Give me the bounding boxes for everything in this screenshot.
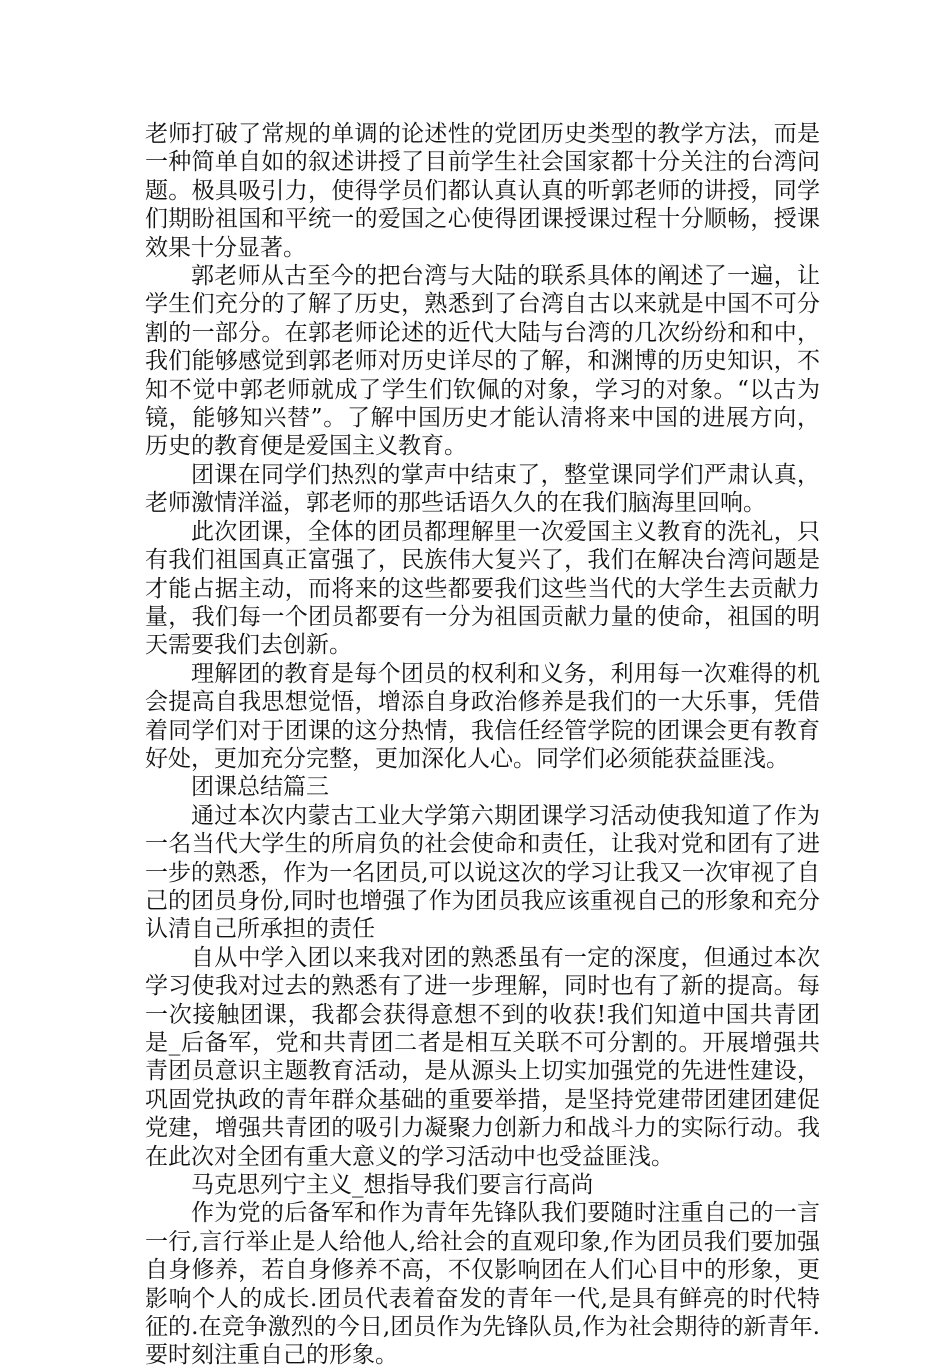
paragraph-self-cultivation: 作为党的后备军和作为青年先锋队我们要随时注重自己的一言一行,言行举止是人给他人,给社会的直观印象,作为团员我们要加强自身修养，若自身修养不高，不仅影响团在人们心目中的形象，更影响个人的成长.团员代表着奋发的青年一代,是具有鲜亮的时代特征的.在竞争激烈的今日,团员作为先锋队员,作为社会期待的新青年.要时刻注重自己的形象。 bbox=[145, 1200, 820, 1369]
document-body bbox=[145, 120, 820, 1370]
section-heading-marxism: 马克思列宁主义_想指导我们要言行高尚 bbox=[191, 1172, 594, 1199]
paragraph-class-ending: 团课在同学们热烈的掌声中结束了，整堂课同学们严肃认真，老师激情洋溢，郭老师的那些话语久久的在我们脑海里回响。 bbox=[145, 461, 820, 517]
paragraph-patriotic-education: 此次团课，全体的团员都理解里一次爱国主义教育的洗礼，只有我们祖国真正富强了，民族伟大复兴了，我们在解决台湾问题是才能占据主动，而将来的这些都要我们这些当代的大学生去贡献力量，我们每一个团员都要有一分为祖国贡献力量的使命，祖国的明天需要我们去创新。 bbox=[145, 518, 820, 659]
paragraph-taiwan-history: 郭老师从古至今的把台湾与大陆的联系具体的阐述了一遍，让学生们充分的了解了历史，熟悉到了台湾自古以来就是中国不可分割的一部分。在郭老师论述的近代大陆与台湾的几次纷纷和和中，我们能够感觉到郭老师对历史详尽的了解，和渊博的历史知识，不知不觉中郭老师就成了学生们钦佩的对象，学习的对象。“以古为镜，能够知兴替”。了解中国历史才能认清将来中国的进展方向，历史的教育便是爱国主义教育。 bbox=[145, 263, 820, 460]
paragraph-study-activity: 通过本次内蒙古工业大学第六期团课学习活动使我知道了作为一名当代大学生的所肩负的社会使命和责任，让我对党和团有了进一步的熟悉，作为一名团员,可以说这次的学习让我又一次审视了自己的团员身份,同时也增强了作为团员我应该重视自己的形象和充分认清自己所承担的责任 bbox=[145, 802, 820, 943]
paragraph-understanding-league: 自从中学入团以来我对团的熟悉虽有一定的深度，但通过本次学习使我对过去的熟悉有了进一步理解，同时也有了新的提高。每一次接触团课，我都会获得意想不到的收获!我们知道中国共青团是_后备军，党和共青团二者是相互关联不可分割的。开展增强共青团员意识主题教育活动，是从源头上切实加强党的先进性建设，巩固党执政的青年群众基础的重要举措，是坚持党建带团建团建促党建，增强共青团的吸引力凝聚力创新力和战斗力的实际行动。我在此次对全团有重大意义的学习活动中也受益匪浅。 bbox=[145, 944, 820, 1170]
paragraph-rights-and-duties: 理解团的教育是每个团员的权利和义务，利用每一次难得的机会提高自我思想觉悟，增添自身政治修养是我们的一大乐事，凭借着同学们对于团课的这分热情，我信任经管学院的团课会更有教育好处，更加充分完整，更加深化人心。同学们必须能获益匪浅。 bbox=[145, 660, 820, 772]
section-heading-part-three: 团课总结篇三 bbox=[191, 774, 329, 801]
paragraph-teaching-method: 老师打破了常规的单调的论述性的党团历史类型的教学方法，而是一种简单自如的叙述讲授了目前学生社会国家都十分关注的台湾问题。极具吸引力，使得学员们都认真认真的听郭老师的讲授，同学们期盼祖国和平统一的爱国之心使得团课授课过程十分顺畅，授课效果十分显著。 bbox=[145, 121, 820, 261]
